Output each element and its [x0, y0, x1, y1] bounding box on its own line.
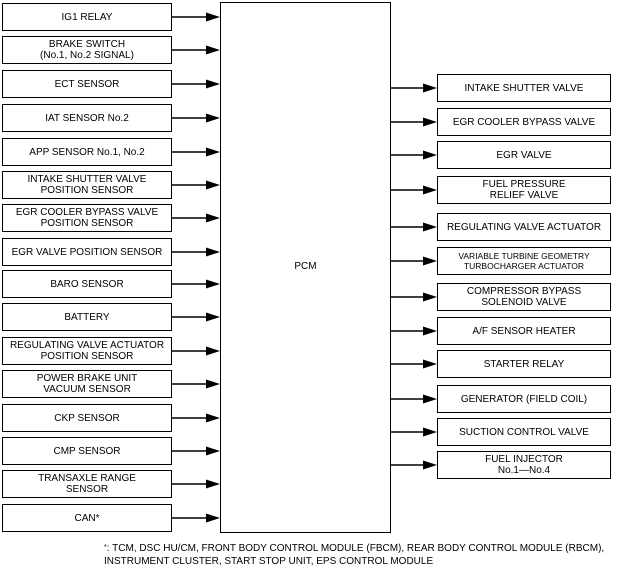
output-arrow-2 — [391, 118, 437, 127]
output-box-8: A/F SENSOR HEATER — [437, 317, 611, 345]
output-box-6: VARIABLE TURBINE GEOMETRY TURBOCHARGER ACTUATOR — [437, 247, 611, 275]
input-arrow-3 — [172, 80, 220, 89]
input-arrow-7 — [172, 214, 220, 223]
input-box-12: POWER BRAKE UNIT VACUUM SENSOR — [2, 370, 172, 398]
output-box-3: EGR VALVE — [437, 141, 611, 169]
output-arrow-11 — [391, 428, 437, 437]
input-arrow-11 — [172, 347, 220, 356]
output-box-2: EGR COOLER BYPASS VALVE — [437, 108, 611, 136]
output-arrow-10 — [391, 395, 437, 404]
input-box-11: REGULATING VALVE ACTUATOR POSITION SENSOR — [2, 337, 172, 365]
input-box-8: EGR VALVE POSITION SENSOR — [2, 238, 172, 266]
input-arrow-10 — [172, 313, 220, 322]
input-arrow-2 — [172, 46, 220, 55]
output-box-12: FUEL INJECTOR No.1—No.4 — [437, 451, 611, 479]
input-box-15: TRANSAXLE RANGE SENSOR — [2, 470, 172, 498]
input-arrow-15 — [172, 480, 220, 489]
output-arrow-1 — [391, 84, 437, 93]
output-arrow-8 — [391, 327, 437, 336]
footnote-line2: INSTRUMENT CLUSTER, START STOP UNIT, EPS CONTROL MODULE — [104, 556, 434, 567]
input-box-3: ECT SENSOR — [2, 70, 172, 98]
input-box-4: IAT SENSOR No.2 — [2, 104, 172, 132]
pcm-block — [220, 2, 391, 533]
output-arrow-12 — [391, 461, 437, 470]
input-arrow-5 — [172, 148, 220, 157]
input-arrow-1 — [172, 13, 220, 22]
output-box-1: INTAKE SHUTTER VALVE — [437, 74, 611, 102]
input-arrow-8 — [172, 248, 220, 257]
input-box-14: CMP SENSOR — [2, 437, 172, 465]
footnote-marker: * — [104, 544, 107, 551]
input-arrow-16 — [172, 514, 220, 523]
output-box-10: GENERATOR (FIELD COIL) — [437, 385, 611, 413]
input-box-7: EGR COOLER BYPASS VALVE POSITION SENSOR — [2, 204, 172, 232]
output-box-7: COMPRESSOR BYPASS SOLENOID VALVE — [437, 283, 611, 311]
footnote-line1: : TCM, DSC HU/CM, FRONT BODY CONTROL MODULE (FBCM), REAR BODY CONTROL MODULE (RBCM), — [106, 543, 605, 554]
input-arrow-4 — [172, 114, 220, 123]
output-box-11: SUCTION CONTROL VALVE — [437, 418, 611, 446]
input-box-2: BRAKE SWITCH (No.1, No.2 SIGNAL) — [2, 36, 172, 64]
output-arrow-6 — [391, 257, 437, 266]
output-arrow-5 — [391, 223, 437, 232]
output-box-9: STARTER RELAY — [437, 350, 611, 378]
pcm-label: PCM — [294, 261, 317, 272]
input-box-6: INTAKE SHUTTER VALVE POSITION SENSOR — [2, 171, 172, 199]
output-arrow-3 — [391, 151, 437, 160]
input-box-5: APP SENSOR No.1, No.2 — [2, 138, 172, 166]
input-box-10: BATTERY — [2, 303, 172, 331]
output-arrow-9 — [391, 360, 437, 369]
input-box-1: IG1 RELAY — [2, 3, 172, 31]
output-arrow-7 — [391, 293, 437, 302]
input-box-9: BARO SENSOR — [2, 270, 172, 298]
input-arrow-12 — [172, 380, 220, 389]
footnote — [104, 543, 604, 568]
input-arrow-14 — [172, 447, 220, 456]
input-arrow-6 — [172, 181, 220, 190]
input-box-16: CAN* — [2, 504, 172, 532]
output-box-5: REGULATING VALVE ACTUATOR — [437, 213, 611, 241]
input-arrow-13 — [172, 414, 220, 423]
output-box-4: FUEL PRESSURE RELIEF VALVE — [437, 176, 611, 204]
input-arrow-9 — [172, 280, 220, 289]
output-arrow-4 — [391, 186, 437, 195]
input-box-13: CKP SENSOR — [2, 404, 172, 432]
